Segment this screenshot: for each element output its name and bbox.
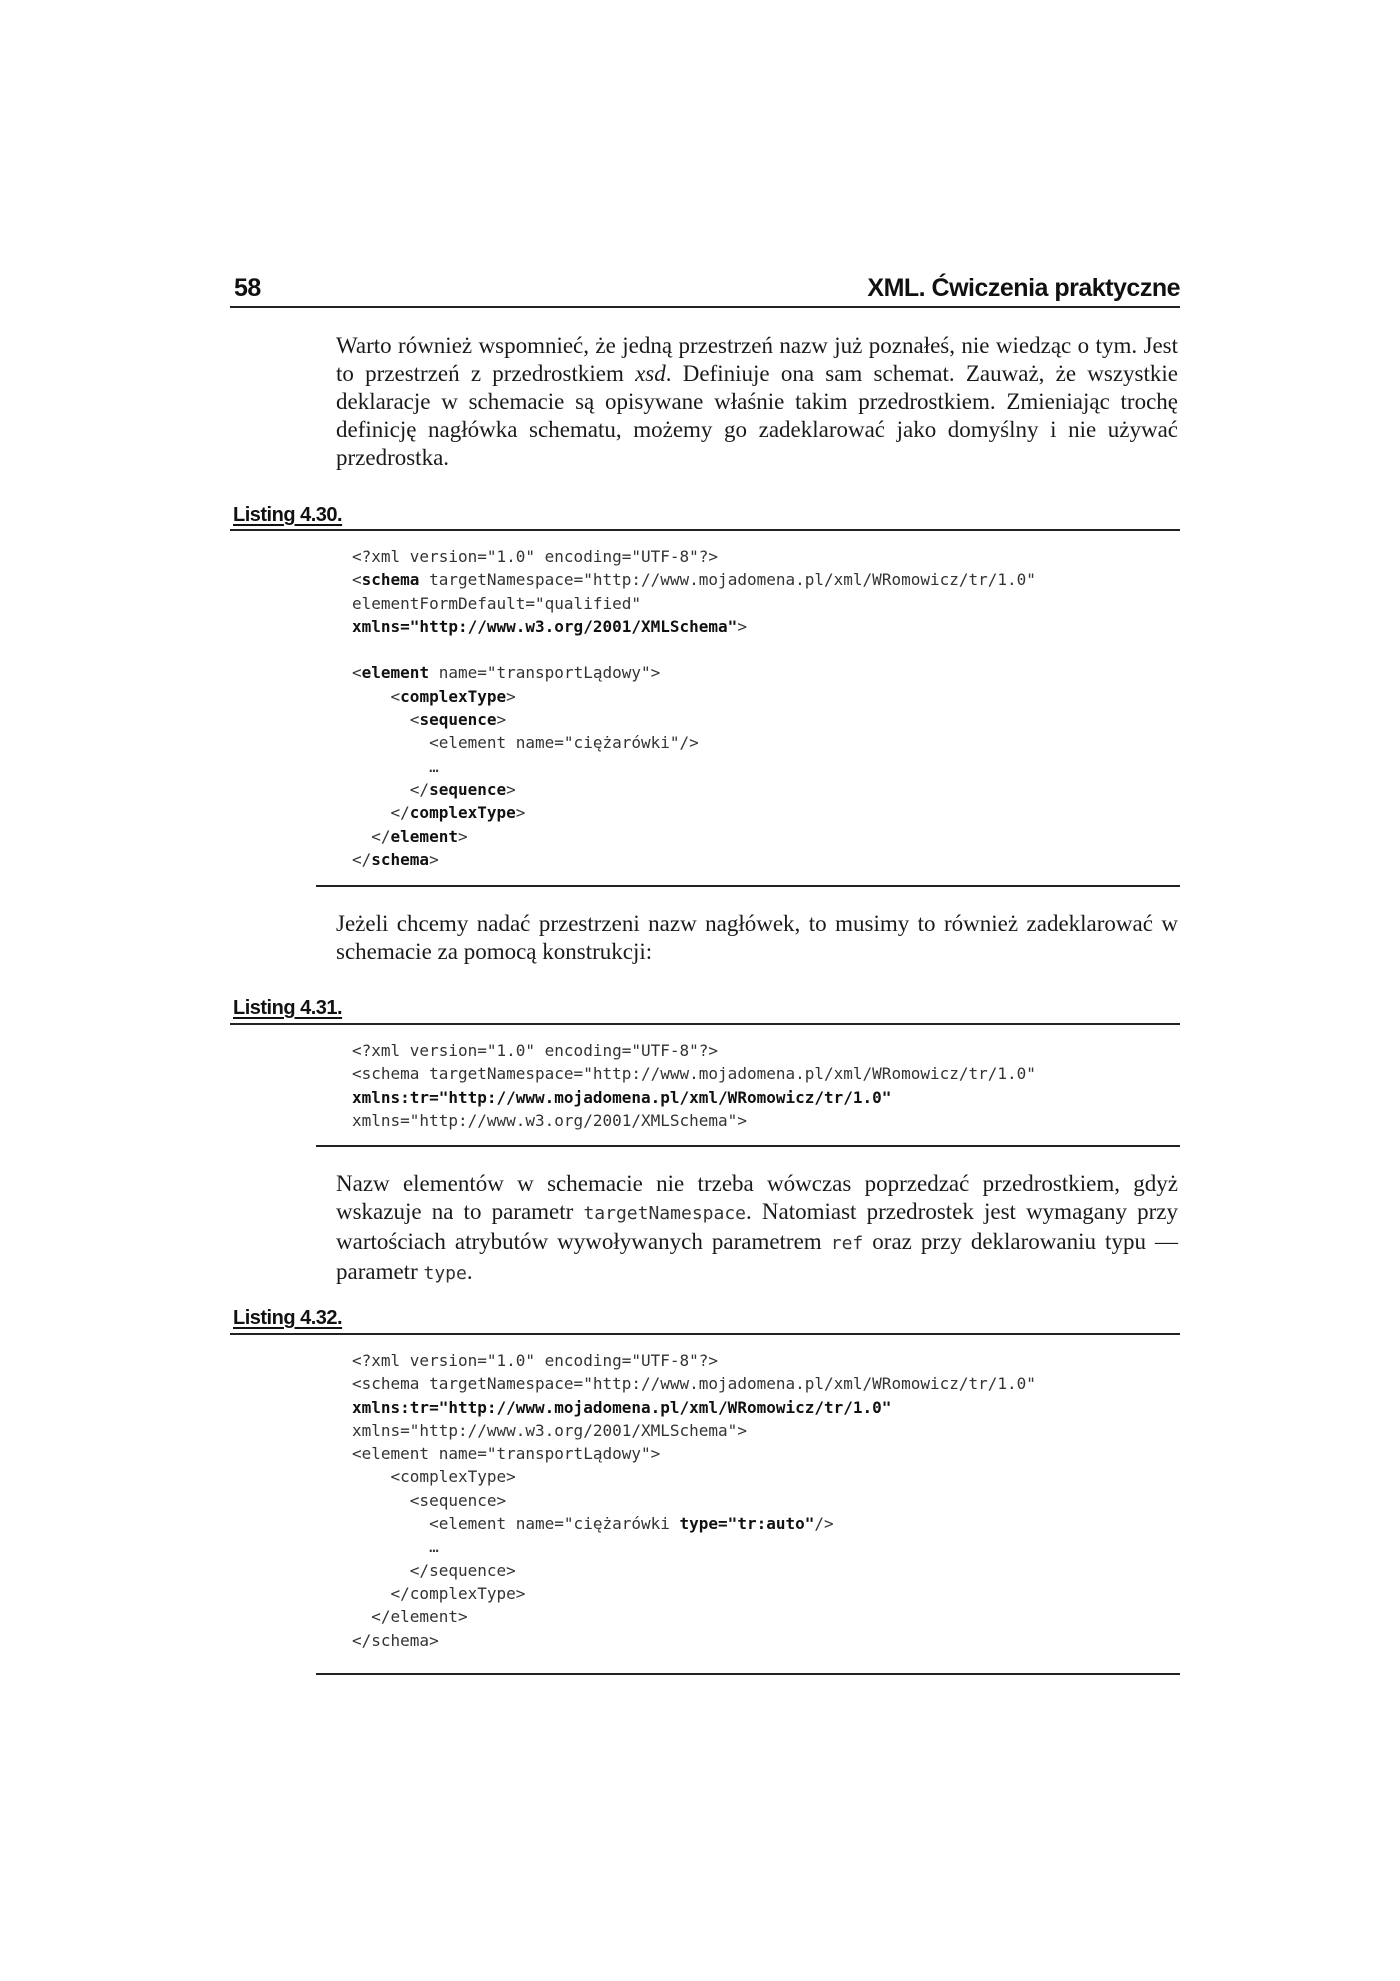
- code-line: [352, 568, 1036, 591]
- code-line: [352, 1039, 1036, 1062]
- code-line: [352, 1442, 1036, 1465]
- header-rule: [230, 306, 1180, 308]
- code-token: <element name="transportLądowy">: [352, 1444, 661, 1464]
- code-token: name="transportLądowy">: [429, 663, 661, 683]
- code-token: targetNamespace="http://www.mojadomena.pl/xml/WRomowicz/tr/1.0": [419, 570, 1036, 590]
- code-line: [352, 1349, 1036, 1372]
- book-title: XML. Ćwiczenia praktyczne: [867, 274, 1180, 302]
- code-line: [352, 778, 1036, 801]
- code-token: >: [496, 710, 507, 730]
- code-token-bold: complexType: [409, 803, 516, 823]
- code-token: <: [352, 686, 401, 706]
- code-token: </: [352, 803, 410, 823]
- code-line: [352, 638, 1036, 661]
- paragraph-intro-text-a: Warto również wspomnieć, że jedną przestrzeń nazw już poznałeś, nie wiedząc o tym. Jest to przestrzeń z przedrostkiem: [336, 333, 1178, 386]
- code-line: [352, 1489, 1036, 1512]
- code-token-bold: sequence: [429, 779, 507, 799]
- code-line: [352, 1086, 1036, 1109]
- code-line: [352, 1605, 1036, 1628]
- code-token: <?xml version="1.0" encoding="UTF-8"?>: [352, 1351, 719, 1370]
- paragraph-intro: [336, 332, 1178, 472]
- code-token: <element name="ciężarówki: [352, 1514, 680, 1534]
- code-token: …: [352, 1537, 439, 1557]
- code-token-bold: schema: [361, 570, 420, 590]
- code-token: elementFormDefault="qualified": [352, 593, 641, 613]
- code-line: [352, 661, 1036, 684]
- code-token-bold: element: [361, 663, 430, 683]
- code-token: </element>: [352, 1607, 468, 1627]
- code-line: [352, 1419, 1036, 1442]
- code-line: [352, 1372, 1036, 1395]
- code-token: >: [515, 803, 526, 823]
- code-line: [352, 592, 1036, 615]
- listing-4-30-code: [352, 545, 1036, 871]
- listing-4-32-label: Listing 4.32.: [233, 1307, 343, 1329]
- code-line: [352, 1629, 1036, 1652]
- code-token: <complexType>: [352, 1467, 516, 1487]
- code-token: >: [506, 686, 516, 706]
- code-token: <: [352, 710, 420, 730]
- code-token: >: [737, 616, 747, 636]
- code-token: </: [352, 849, 372, 869]
- code-line: [352, 848, 1036, 871]
- code-token: …: [352, 756, 439, 776]
- running-header: [230, 272, 1180, 306]
- code-token: xmlns="http://www.w3.org/2001/XMLSchema">: [352, 1110, 747, 1130]
- code-token: <sequence>: [352, 1490, 507, 1510]
- targetnamespace-code: targetNamespace: [583, 1203, 747, 1224]
- code-token: </: [352, 779, 430, 799]
- code-token: <?xml version="1.0" encoding="UTF-8"?>: [352, 1041, 719, 1060]
- code-token: <schema targetNamespace="http://www.mojadomena.pl/xml/WRomowicz/tr/1.0": [352, 1374, 1036, 1394]
- paragraph-prefix-text: Jeżeli chcemy nadać przestrzeni nazw nagłówek, to musimy to również zadeklarować w schemacie za pomocą konstrukcji:: [336, 911, 1178, 964]
- code-token: </complexType>: [352, 1583, 526, 1603]
- code-line: [352, 1582, 1036, 1605]
- listing-4-32-code: [352, 1349, 1036, 1652]
- code-token: >: [506, 779, 516, 799]
- listing-4-30-top-rule: [230, 529, 1180, 531]
- code-token: xmlns="http://www.w3.org/2001/XMLSchema">: [352, 1420, 747, 1440]
- code-token: />: [814, 1514, 834, 1534]
- code-line: [352, 1512, 1036, 1535]
- listing-4-30-bottom-rule: [316, 885, 1180, 887]
- code-line: [352, 755, 1036, 778]
- code-token: <?xml version="1.0" encoding="UTF-8"?>: [352, 547, 719, 566]
- code-token: </schema>: [352, 1630, 439, 1650]
- listing-4-30-label: Listing 4.30.: [233, 504, 343, 526]
- code-token-bold: complexType: [400, 686, 507, 706]
- code-token-bold: schema: [371, 849, 430, 869]
- code-token-bold: xmlns="http://www.w3.org/2001/XMLSchema": [352, 616, 738, 636]
- code-line: [352, 825, 1036, 848]
- listing-4-31-top-rule: [230, 1023, 1180, 1025]
- code-line: [352, 1535, 1036, 1558]
- ref-code: ref: [830, 1233, 864, 1254]
- code-token: <: [352, 570, 362, 590]
- code-token: >: [457, 826, 468, 846]
- listing-4-32-top-rule: [230, 1333, 1180, 1335]
- code-token-bold: type="tr:auto": [679, 1514, 815, 1534]
- xsd-emphasis: xsd: [635, 361, 666, 386]
- code-line: [352, 1062, 1036, 1085]
- code-line: [352, 801, 1036, 824]
- code-token: <element name="ciężarówki"/>: [352, 733, 699, 753]
- code-token: <: [352, 663, 362, 683]
- code-token-bold: sequence: [419, 710, 497, 730]
- code-line: [352, 731, 1036, 754]
- code-line: [352, 1396, 1036, 1419]
- code-token-bold: xmlns:tr="http://www.mojadomena.pl/xml/WRomowicz/tr/1.0": [352, 1087, 892, 1107]
- code-line: [352, 545, 1036, 568]
- listing-4-31-bottom-rule: [316, 1145, 1180, 1147]
- code-line: [352, 1465, 1036, 1488]
- code-line: [352, 615, 1036, 638]
- code-line: [352, 708, 1036, 731]
- code-line: [352, 1559, 1036, 1582]
- page-number: 58: [234, 274, 261, 302]
- code-token: </sequence>: [352, 1560, 516, 1580]
- code-line: [352, 685, 1036, 708]
- code-token: >: [429, 849, 439, 869]
- paragraph-intro-text-b: . Definiuje ona sam schemat. Zauważ, że wszystkie deklaracje w schemacie są opisywane właśnie takim przedrostkiem. Zmieniając trochę definicję nagłówka schematu, możemy go zadeklarować jako domyślny i nie używać przedrostka.: [336, 361, 1178, 470]
- code-token: </: [352, 826, 391, 846]
- paragraph-namespace-text-b: . Natomiast przedrostek jest wymagany przy wartościach atrybutów wywoływanych parametrem: [336, 1199, 1178, 1254]
- code-token-bold: element: [390, 826, 458, 846]
- listing-4-32-bottom-rule: [316, 1673, 1180, 1675]
- paragraph-namespace-text-d: .: [466, 1259, 473, 1284]
- paragraph-namespace-text-a: Nazw elementów w schemacie nie trzeba wówczas poprzedzać przedrostkiem, gdyż wskazuje na to parametr: [336, 1171, 1178, 1224]
- code-token: <schema targetNamespace="http://www.mojadomena.pl/xml/WRomowicz/tr/1.0": [352, 1064, 1036, 1084]
- code-line: [352, 1109, 1036, 1132]
- code-token-bold: xmlns:tr="http://www.mojadomena.pl/xml/WRomowicz/tr/1.0": [352, 1397, 892, 1417]
- paragraph-namespace-text-c: oraz przy deklarowaniu typu — parametr: [336, 1229, 1178, 1284]
- type-code: type: [423, 1263, 467, 1284]
- listing-4-31-code: [352, 1039, 1036, 1132]
- listing-4-31-label: Listing 4.31.: [233, 997, 343, 1019]
- paragraph-namespace: [336, 1170, 1178, 1288]
- paragraph-prefix: [336, 910, 1178, 966]
